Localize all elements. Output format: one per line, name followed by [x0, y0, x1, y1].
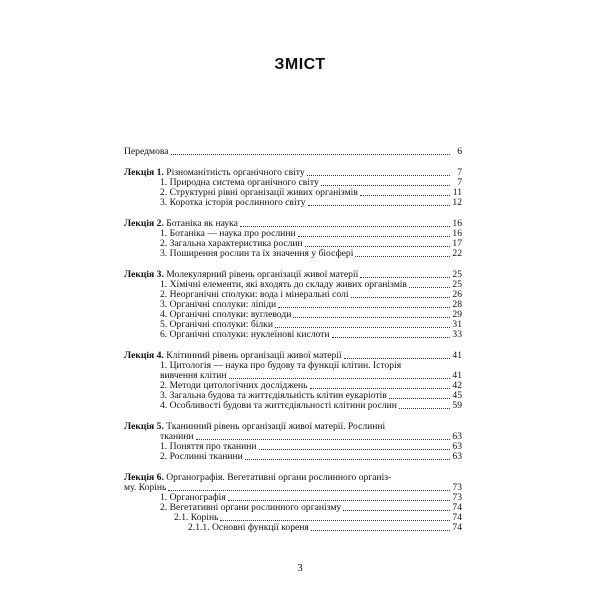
leader-dots [307, 175, 450, 176]
toc-entry: 2.1.1. Основні функції кореня 74 [188, 522, 462, 533]
toc-entry-lecture-4: Лекція 4. Клітинний рівень організації живої матерії 41 [124, 350, 462, 361]
toc-entry: 6. Органічні сполуки: нуклеїнові кислоти 33 [160, 329, 462, 340]
leader-dots [409, 287, 450, 288]
leader-dots [293, 317, 450, 318]
leader-dots [220, 520, 450, 521]
toc-entry: 1. Ботаніка — наука про рослини 16 [160, 228, 462, 239]
leader-dots [259, 449, 450, 450]
leader-dots [171, 154, 450, 155]
leader-dots [355, 256, 450, 257]
leader-dots [321, 185, 450, 186]
toc-entry: 2. Вегетативні органи рослинного організму 74 [160, 502, 462, 513]
page-number: 3 [297, 562, 303, 574]
toc-entry: 2. Методи цитологічних досліджень 42 [160, 380, 462, 391]
toc-entry: 1. Природна система органічного світу 7 [160, 177, 462, 188]
toc-entry-preface: Передмова 6 [124, 146, 462, 157]
toc-entry: 3. Поширення рослин та їх значення у біосфері 22 [160, 248, 462, 259]
leader-dots [310, 388, 450, 389]
toc-entry: 1. Цитологія — наука про будову та функції клітин. Історія [160, 361, 402, 371]
leader-dots [275, 327, 450, 328]
table-of-contents [124, 147, 462, 533]
leader-dots [344, 358, 450, 359]
leader-dots [389, 398, 450, 399]
leader-dots [308, 205, 451, 206]
toc-entry-lecture-6: Лекція 6. Органографія. Вегетативні органи рослинного організ- [124, 473, 392, 483]
leader-dots [332, 337, 450, 338]
toc-entry: 4. Органічні сполуки: вуглеводи 29 [160, 309, 462, 320]
leader-dots [311, 530, 450, 531]
toc-entry: 3. Органічні сполуки: ліпіди 28 [160, 299, 462, 310]
leader-dots [229, 378, 450, 379]
toc-entry-lecture-5: Лекція 5. Тканинний рівень організації живої матерії. Рослинні [124, 422, 386, 432]
leader-dots [305, 246, 450, 247]
leader-dots [245, 459, 450, 460]
toc-entry: 2. Структурні рівні організації живих організмів 11 [160, 187, 462, 198]
leader-dots [298, 236, 450, 237]
toc-entry: 2. Рослинні тканини 63 [160, 451, 462, 462]
leader-dots [399, 408, 450, 409]
leader-dots [168, 490, 450, 491]
toc-entry-lecture-3: Лекція 3. Молекулярний рівень організації живої матерії 25 [124, 269, 462, 280]
toc-entry: 1. Поняття про тканини 63 [160, 441, 462, 452]
toc-entry: тканини 63 [160, 431, 462, 442]
toc-entry: 3. Загальна будова та життєдіяльність клітин еукаріотів 45 [160, 390, 462, 401]
toc-entry: 2. Неорганічні сполуки: вода і мінеральні солі 26 [160, 289, 462, 300]
toc-entry: 5. Органічні сполуки: білки 31 [160, 319, 462, 330]
toc-entry: му. Корінь 73 [124, 482, 462, 493]
contents-title: ЗМІСТ [274, 56, 326, 73]
toc-entry: 3. Коротка історія рослинного світу 12 [160, 197, 462, 208]
leader-dots [351, 297, 451, 298]
toc-entry-lecture-2: Лекція 2. Ботаніка як наука 16 [124, 218, 462, 229]
toc-entry-lecture-1: Лекція 1. Різноманітність органічного світу 7 [124, 167, 462, 178]
leader-dots [196, 439, 450, 440]
leader-dots [228, 500, 450, 501]
leader-dots [343, 510, 450, 511]
leader-dots [278, 307, 450, 308]
leader-dots [360, 277, 450, 278]
toc-entry: 2. Загальна характеристика рослин 17 [160, 238, 462, 249]
toc-entry: вивчення клітин 41 [160, 370, 462, 381]
toc-entry: 1. Органографія 73 [160, 492, 462, 503]
leader-dots [240, 226, 450, 227]
toc-entry: 4. Особливості будови та життєдіяльності клітини рослин 59 [160, 400, 462, 411]
leader-dots [360, 195, 450, 196]
toc-entry: 2.1. Корінь 74 [174, 512, 462, 523]
toc-entry: 1. Хімічні елементи, які входять до складу живих організмів 25 [160, 279, 462, 290]
